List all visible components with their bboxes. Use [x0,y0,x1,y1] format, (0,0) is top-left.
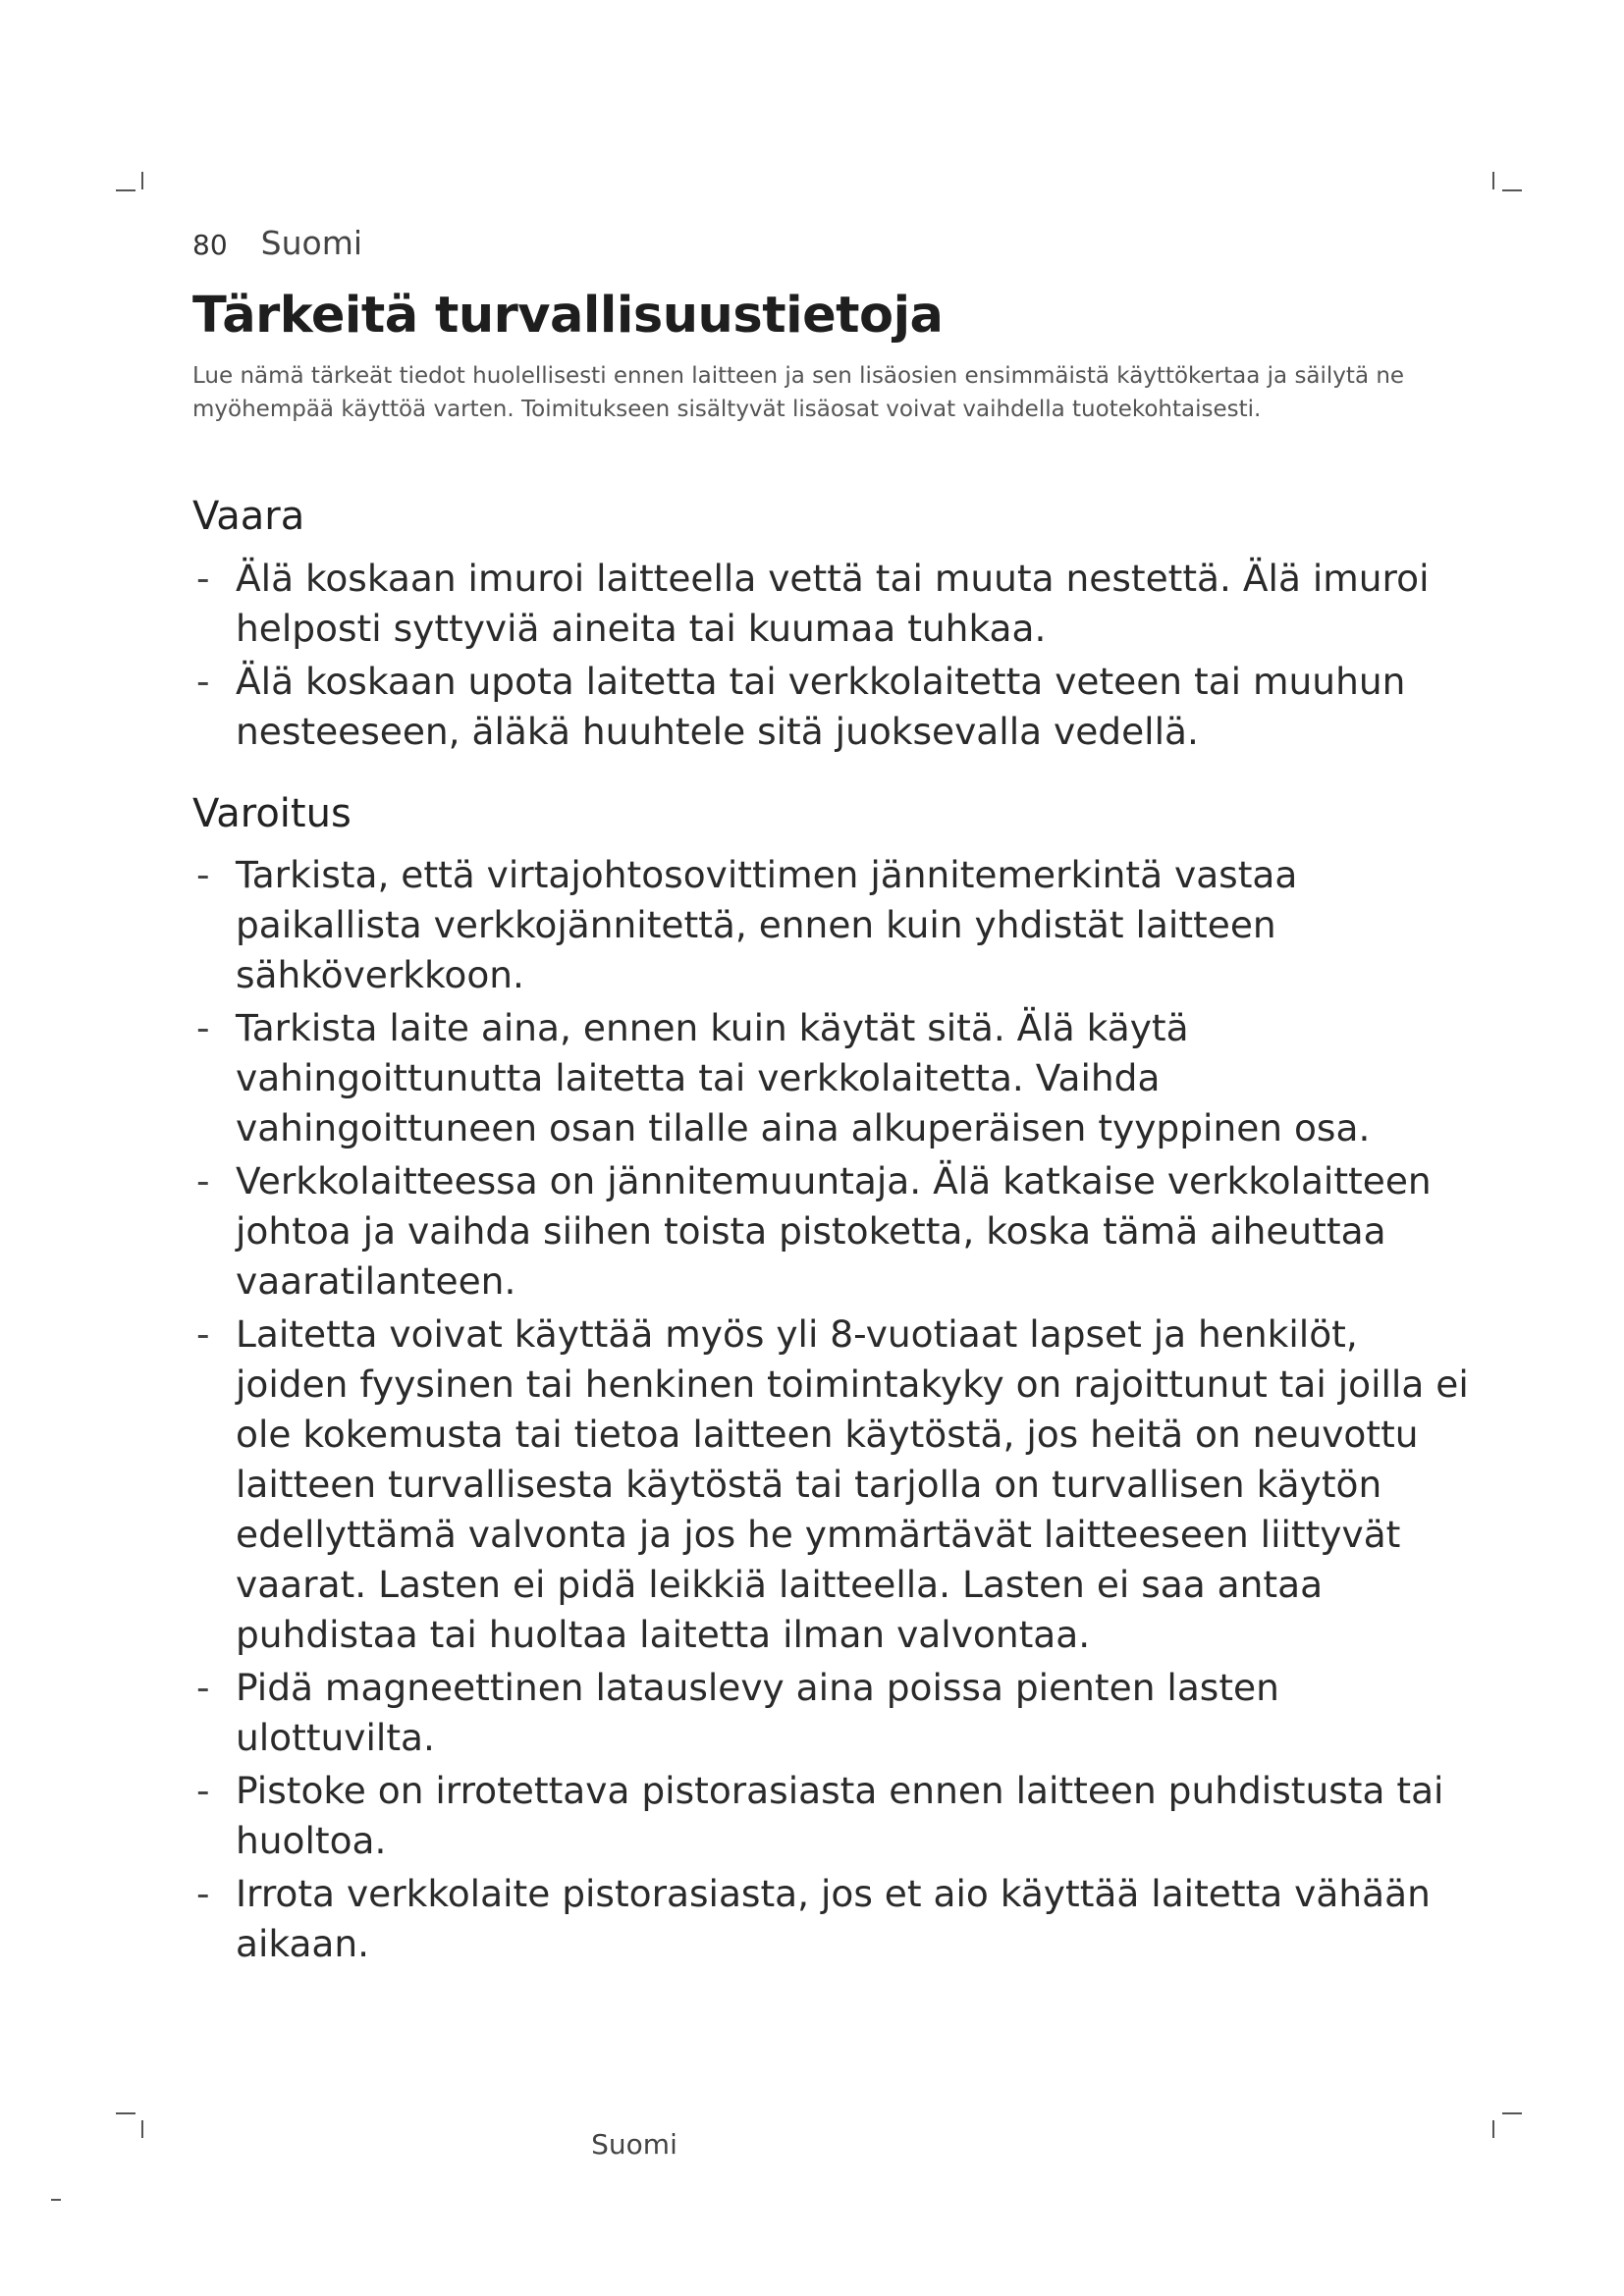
list-item-text: Älä koskaan imuroi laitteella vettä tai muuta nestettä. Älä imuroi helposti syttyviä aineita tai kuumaa tuhkaa. [236,557,1430,650]
crop-mark [1492,172,1494,189]
list-item-text: Laitetta voivat käyttää myös yli 8-vuotiaat lapset ja henkilöt, joiden fyysinen tai henkinen toimintakyky on rajoittunut tai joilla ei ole kokemusta tai tietoa laitteen käytöstä, jos heitä on neuvottu laitteen turvallisesta käytöstä tai tarjolla on turvallisen käytön edellyttämä valvonta ja jos he ymmärtävät laitteeseen liittyvät vaarat. Lasten ei pidä leikkiä laitteella. Lasten ei saa antaa puhdistaa tai huoltaa laitetta ilman valvontaa. [236,1312,1469,1656]
bullet-dash: - [196,1666,210,1709]
list-item-text: Tarkista laite aina, ennen kuin käytät sitä. Älä käytä vahingoittunutta laitetta tai verkkolaitetta. Vaihda vahingoittuneen osan tilalle aina alkuperäisen tyyppinen osa. [236,1006,1371,1149]
crop-mark [51,2199,61,2201]
bullet-dash: - [196,1872,210,1915]
crop-mark [1502,2112,1522,2114]
bullet-dash: - [196,1769,210,1812]
list-item [192,1766,1469,1866]
danger-list [192,554,1469,760]
crop-mark [116,189,135,191]
bullet-dash: - [196,853,210,896]
list-item [192,657,1469,757]
list-item [192,850,1469,1000]
page-header [192,224,362,262]
crop-mark [1502,189,1522,191]
crop-mark [1492,2120,1494,2138]
bullet-dash: - [196,660,210,703]
page-title: Tärkeitä turvallisuustietoja [192,287,944,345]
list-item [192,554,1469,654]
intro-paragraph: Lue nämä tärkeät tiedot huolellisesti ennen laitteen ja sen lisäosien ensimmäistä käyttökertaa ja säilytä ne myöhempää käyttöä varten. Toimitukseen sisältyvät lisäosat voivat vaihdella tuotekohtaisesti. [192,363,1405,422]
list-item-text: Älä koskaan upota laitetta tai verkkolaitetta veteen tai muuhun nesteeseen, äläkä huuhtele sitä juoksevalla vedellä. [236,660,1406,753]
section-heading-varoitus: Varoitus [192,791,352,836]
footer-language: Suomi [591,2128,677,2161]
list-item-text: Tarkista, että virtajohtosovittimen jännitemerkintä vastaa paikallista verkkojännitettä, ennen kuin yhdistät laitteen sähköverkkoon. [236,853,1298,996]
page-number: 80 [192,229,228,261]
list-item [192,1869,1469,1969]
bullet-dash: - [196,1312,210,1356]
list-item [192,1663,1469,1763]
list-item [192,1156,1469,1307]
bullet-dash: - [196,557,210,600]
bullet-dash: - [196,1159,210,1202]
crop-mark [116,2112,135,2114]
warning-list [192,850,1469,1972]
bullet-dash: - [196,1006,210,1049]
list-item-text: Pistoke on irrotettava pistorasiasta ennen laitteen puhdistusta tai huoltoa. [236,1769,1444,1862]
header-language: Suomi [260,224,363,262]
section-heading-vaara: Vaara [192,494,305,539]
list-item-text: Pidä magneettinen latauslevy aina poissa pienten lasten ulottuvilta. [236,1666,1279,1759]
list-item-text: Irrota verkkolaite pistorasiasta, jos et aio käyttää laitetta vähään aikaan. [236,1872,1431,1965]
list-item [192,1309,1469,1660]
list-item-text: Verkkolaitteessa on jännitemuuntaja. Älä katkaise verkkolaitteen johtoa ja vaihda siihen toista pistoketta, koska tämä aiheuttaa vaaratilanteen. [236,1159,1432,1303]
list-item [192,1003,1469,1153]
crop-mark [141,172,143,189]
